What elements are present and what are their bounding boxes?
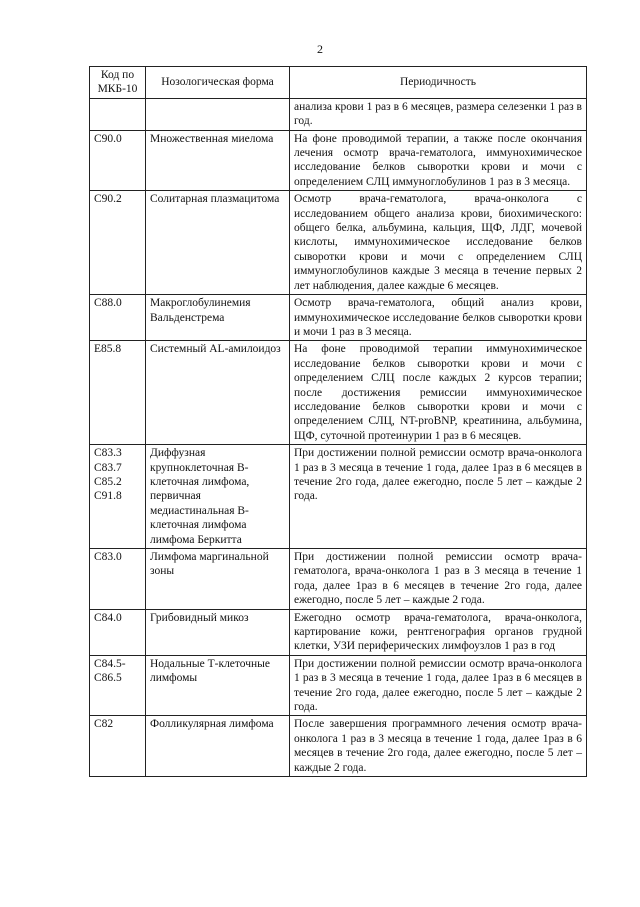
table-row [90, 341, 587, 445]
icd-code: C84.5- [94, 657, 126, 670]
icd-code-cell [90, 445, 146, 549]
icd-code-cell [90, 549, 146, 610]
icd-code-cell [90, 716, 146, 777]
icd-code: C90.0 [94, 132, 122, 145]
continuation-period: анализа крови 1 раз в 6 месяцев, размера селезенки 1 раз в год. [290, 98, 587, 130]
icd-code-cell [90, 295, 146, 341]
periodicity: Осмотр врача-гематолога, врача-онколога с исследованием общего анализа крови, биохимического: общего белка, альбумина, кальция, ЩФ, ЛДГ, мочевой кислоты, иммунохимическое исследование белков сыворотки крови и мочи с определением СЛЦ иммуноглобулинов каждые 3 месяца в течение первых 2 лет наблюдения, далее каждые 6 месяцев. [290, 191, 587, 295]
icd-code: C83.7 [94, 461, 122, 474]
table-row [90, 191, 587, 295]
nosological-form: Макроглобулинемия Вальденстрема [146, 295, 290, 341]
icd-code-cell [90, 341, 146, 445]
nosological-form: Нодальные Т-клеточные лимфомы [146, 655, 290, 716]
nosological-form: Грибовидный микоз [146, 609, 290, 655]
icd-code-cell [90, 609, 146, 655]
icd-code: C83.0 [94, 551, 122, 563]
table-row [90, 716, 587, 777]
periodicity: При достижении полной ремиссии осмотр врача-гематолога, врача-онколога 1 раз в 3 месяца в течение 1 года, далее 1раз в 6 месяцев в течение 2го года, далее ежегодно, после 5 лет – каждые 2 года. [290, 549, 587, 610]
continuation-row [90, 98, 587, 130]
icd-code: C83.3 [94, 447, 122, 460]
page-number: 2 [317, 42, 323, 56]
continuation-code [90, 98, 146, 130]
table-row [90, 445, 587, 549]
periodicity: При достижении полной ремиссии осмотр врача-онколога 1 раз в 3 месяца в течение 1 года, далее 1раз в 6 месяцев в течение 2го года, далее ежегодно, после 5 лет – каждые 2 года. [290, 655, 587, 716]
header-code: Код по МКБ-10 [90, 67, 146, 99]
icd-code: E85.8 [94, 343, 122, 356]
followup-table [89, 66, 587, 777]
nosological-form: Солитарная плазмацитома [146, 191, 290, 295]
header-period: Периодичность [290, 67, 587, 99]
icd-code-cell [90, 191, 146, 295]
nosological-form: Диффузная крупноклеточная В-клеточная лимфома, первичная медиастинальная В-клеточная лимфома лимфома Беркитта [146, 445, 290, 549]
continuation-form [146, 98, 290, 130]
periodicity: При достижении полной ремиссии осмотр врача-онколога 1 раз в 3 месяца в течение 1 года, далее 1раз в 6 месяцев в течение 2го года, далее ежегодно, после 5 лет – каждые 2 года. [290, 445, 587, 549]
icd-code: C86.5 [94, 672, 122, 685]
table-header-row [90, 67, 587, 99]
periodicity: На фоне проводимой терапии иммунохимическое исследование белков сыворотки крови и мочи с определением СЛЦ после каждых 2 курсов терапии; после достижения ремиссии иммунохимическое исследование белков сыворотки крови и мочи с определением СЛЦ, NT-proBNP, креатинина, альбумина, ЩФ, суточной протеинурии 1 раз в 6 месяцев. [290, 341, 587, 445]
icd-code-cell [90, 655, 146, 716]
nosological-form: Фолликулярная лимфома [146, 716, 290, 777]
periodicity: На фоне проводимой терапии, а также после окончания лечения осмотр врача-гематолога, иммунохимическое исследование белков сыворотки крови и мочи с определением СЛЦ иммуноглобулинов 1 раз в 3 месяца. [290, 130, 587, 191]
table-row [90, 130, 587, 191]
table-row [90, 549, 587, 610]
periodicity: После завершения программного лечения осмотр врача-онколога 1 раз в 3 месяца в течение 1 года, далее 1раз в 6 месяцев в течение 2го года, далее ежегодно, после 5 лет – каждые 2 года. [290, 716, 587, 777]
icd-code: C82 [94, 718, 114, 731]
icd-code: C91.8 [94, 490, 122, 503]
table-row [90, 295, 587, 341]
nosological-form: Лимфома маргинальной зоны [146, 549, 290, 610]
icd-code-cell [90, 130, 146, 191]
table-row [90, 655, 587, 716]
icd-code: C90.2 [94, 193, 122, 206]
header-form: Нозологическая форма [146, 67, 290, 99]
periodicity: Ежегодно осмотр врача-гематолога, врача-онколога, картирование кожи, рентгенография органов грудной клетки, УЗИ периферических лимфоузлов 1 раз в год [290, 609, 587, 655]
periodicity: Осмотр врача-гематолога, общий анализ крови, иммунохимическое исследование белков сыворотки крови и мочи 1 раз в 3 месяца. [290, 295, 587, 341]
nosological-form: Множественная миелома [146, 130, 290, 191]
nosological-form: Системный AL-амилоидоз [146, 341, 290, 445]
icd-code: C85.2 [94, 475, 122, 488]
table-row [90, 609, 587, 655]
icd-code: C84.0 [94, 611, 122, 624]
icd-code: C88.0 [94, 297, 122, 310]
